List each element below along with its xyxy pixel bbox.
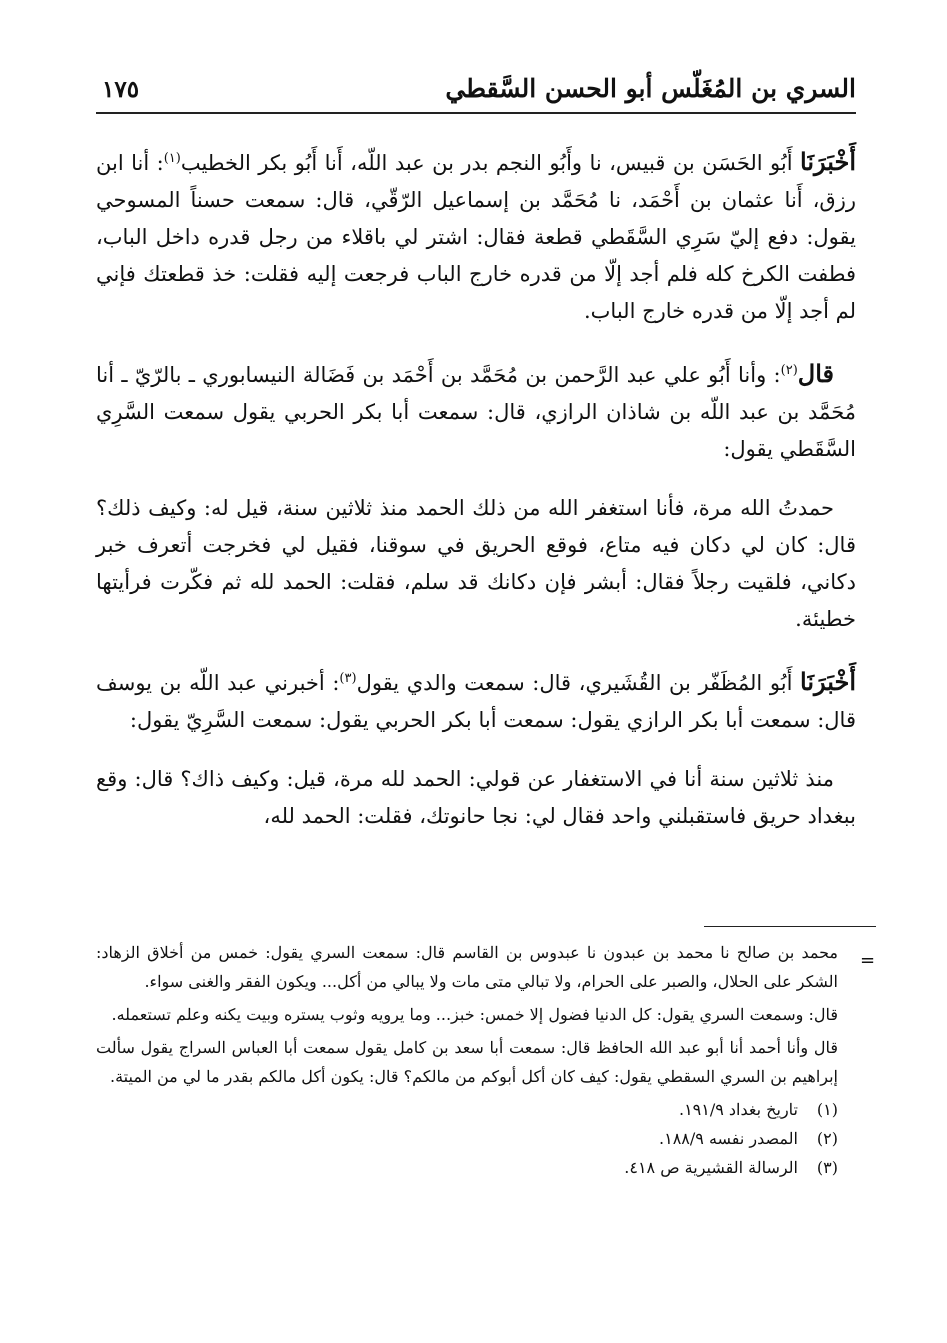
footnote-text: المصدر نفسه ١٨٨/٩.	[659, 1129, 798, 1148]
footnote-reference	[96, 1153, 838, 1182]
paragraph-text: : وأنا أَبُو علي عبد الرَّحمن بن مُحَمَّد بن أَحْمَد بن فَضَالة النيسابوري ـ بالرّيّ ـ أنا مُحَمَّد بن عبد اللّه بن شاذان الرازي، قال: سمعت أبا بكر الحربي يقول سمعت السَّرِي السَّقَطي يقول:	[96, 363, 856, 461]
footnotes	[96, 938, 838, 1182]
footnote-text: الرسالة القشيرية ص ٤١٨.	[624, 1158, 798, 1177]
page-header	[96, 68, 856, 114]
footnote-number: (١)	[816, 1100, 838, 1119]
footnote-ref: (٣)	[339, 671, 357, 686]
paragraph-text: منذ ثلاثين سنة أنا في الاستغفار عن قولي: الحمد لله مرة، قيل: وكيف ذاك؟ قال: وقع ببغداد حريق فاستقبلني واحد فقال لي: نجا حانوتك، فقلت: الحمد لله،	[96, 767, 856, 828]
footnote-divider	[704, 926, 876, 927]
footnote-continued: قال: وسمعت السري يقول: كل الدنيا فضول إلا خمس: خبز... وما يرويه وثوب يستره وبيت يكنه وعلم تستعمله.	[111, 1005, 838, 1024]
footnote-continued: قال وأنا أحمد أنا أبو عبد الله الحافظ قال: سمعت أبا سعد بن كامل يقول سمعت أبا العباس السراج يقول سألت إبراهيم بن السري السقطي يقول: كيف كان أكل أبوكم من مالكم؟ قال: يكون أكل مالكم بقدر ما لي من الميتة.	[96, 1038, 838, 1086]
footnote-ref: (١)	[163, 151, 181, 166]
paragraph-text: : أخبرني عبد اللّه بن يوسف قال: سمعت أبا بكر الرازي يقول: سمعت أبا بكر الحربي يقول: سمعت السَّرِيّ يقول:	[96, 671, 856, 732]
paragraph-text: : أنا ابن رزق، أَنا عثمان بن أَحْمَد، نا مُحَمَّد بن إسماعيل الرّقّي، قال: سمعت حسناً المسوحي يقول: دفع إليّ سَرِي السَّقَطي قطعة فقال: اشتر لي باقلاء من رجل قدره داخل الباب، فطفت الكرخ كله فلم أجد إلّا من قدره خارج الباب فرجعت إليه فقلت: خذ قطعتك فإني لم أجد إلّا من قدره خارج الباب.	[96, 151, 856, 323]
paragraph-lead: أَخْبَرَنَا	[800, 147, 856, 176]
paragraph-lead: أَخْبَرَنَا	[800, 667, 857, 696]
paragraph-5	[96, 761, 856, 835]
footnote-reference	[96, 1124, 838, 1153]
paragraph-4	[96, 660, 856, 739]
running-title: السري بن المُغَلّس أبو الحسن السَّقطي	[445, 74, 856, 103]
paragraph-lead: قال	[797, 359, 834, 388]
paragraph-2	[96, 352, 856, 468]
paragraph-text: أَبُو الحَسَن بن قبيس، نا وأَبُو النجم بدر بن عبد اللّه، أَنا أَبُو بكر الخطيب	[180, 151, 801, 175]
footnote-reference	[96, 1095, 838, 1124]
footnote-text: تاريخ بغداد ١٩١/٩.	[678, 1100, 798, 1119]
paragraph-1	[96, 140, 856, 330]
continuation-mark: =	[860, 950, 876, 971]
footnote-number: (٢)	[816, 1129, 838, 1148]
paragraph-text: حمدتُ الله مرة، فأنا استغفر الله من ذلك الحمد منذ ثلاثين سنة، قيل له: وكيف ذلك؟ قال: كان لي دكان فيه متاع، فوقع الحريق في سوقنا، فقيل لي فخرجت أتعرف خبر دكاني، فلقيت رجلاً فقال: أبشر فإن دكانك قد سلم، فقلت: الحمد لله ثم فكّرت فرأيتها خطيئة.	[96, 496, 856, 631]
footnote-number: (٣)	[816, 1158, 838, 1177]
page-number: ١٧٥	[102, 76, 140, 103]
paragraph-3	[96, 490, 856, 638]
paragraph-text: أَبُو المُظَفّر بن القُشَيري، قال: سمعت والدي يقول	[356, 671, 801, 695]
main-text	[96, 140, 856, 857]
footnote-ref: (٢)	[780, 363, 798, 378]
footnote-continued: محمد بن صالح نا محمد بن عبدون نا عبدوس بن القاسم قال: سمعت السري يقول: خمس من أخلاق الزهاد: الشكر على الحلال، والصبر على الحرام، ولا تبالي متى مات ولا يبالي من أكل... ويكون الفقر والغنى سواء.	[96, 943, 838, 991]
